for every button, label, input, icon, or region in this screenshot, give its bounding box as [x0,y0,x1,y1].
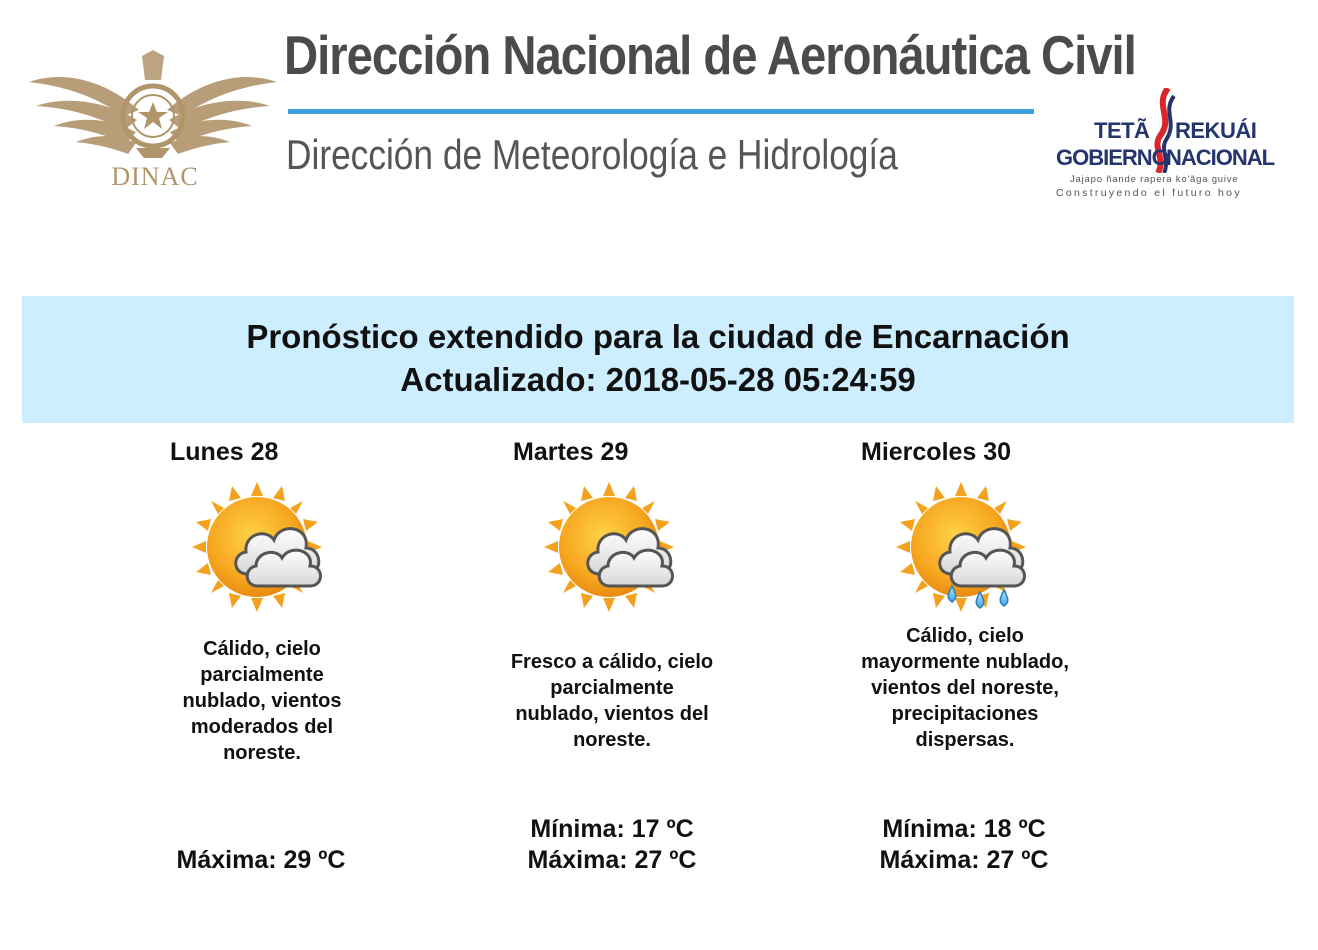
day-name-2: Martes 29 [513,438,629,466]
gov-logo-line1-b: REKUÁI [1175,118,1257,143]
forecast-banner [22,296,1294,423]
header-divider [288,109,1034,114]
gov-logo-line2-b: NACIONAL [1166,145,1275,170]
forecast-title: Pronóstico extendido para la ciudad de Encarnación [246,318,1070,355]
day-min-temp-3: Mínima: 18 ºC [882,815,1046,843]
forecast-updated [22,361,1294,399]
gov-logo-line1-a: TETÃ [1094,118,1150,143]
cloudy-rain-icon [896,482,1036,612]
day-description-3: Cálido, cielo mayormente nublado, vientos del noreste, precipitaciones dispersas. [861,625,1069,751]
gobierno-nacional-logo [1050,88,1290,208]
gov-logo-tagline-spanish: Construyendo el futuro hoy [1056,187,1242,199]
header-subtitle: Dirección de Meteorología e Hidrología [286,131,898,178]
day-description-1: Cálido, cielo parcialmente nublado, vientos moderados del noreste. [182,638,342,764]
day-max-temp-3: Máxima: 27 ºC [879,846,1049,874]
partly-cloudy-icon [192,482,332,612]
day-max-temp-1: Máxima: 29 ºC [176,846,346,874]
day-max-temp-2: Máxima: 27 ºC [527,846,697,874]
updated-timestamp: 2018-05-28 05:24:59 [605,361,916,398]
day-name-3: Miercoles 30 [861,438,1012,466]
partly-cloudy-icon [544,482,684,612]
day-name-1: Lunes 28 [170,438,279,466]
day-min-temp-2: Mínima: 17 ºC [530,815,694,843]
day-description-2: Fresco a cálido, cielo parcialmente nublado, vientos del noreste. [510,651,714,751]
dinac-logo-text: DINAC [111,162,199,191]
header-title: Dirección Nacional de Aeronáutica Civil [284,24,1136,86]
updated-label: Actualizado: [400,361,597,398]
gov-logo-line2-a: GOBIERNO [1056,145,1168,170]
gov-logo-tagline-guarani: Jajapo ñande rapera ko'ãga guive [1070,174,1239,185]
